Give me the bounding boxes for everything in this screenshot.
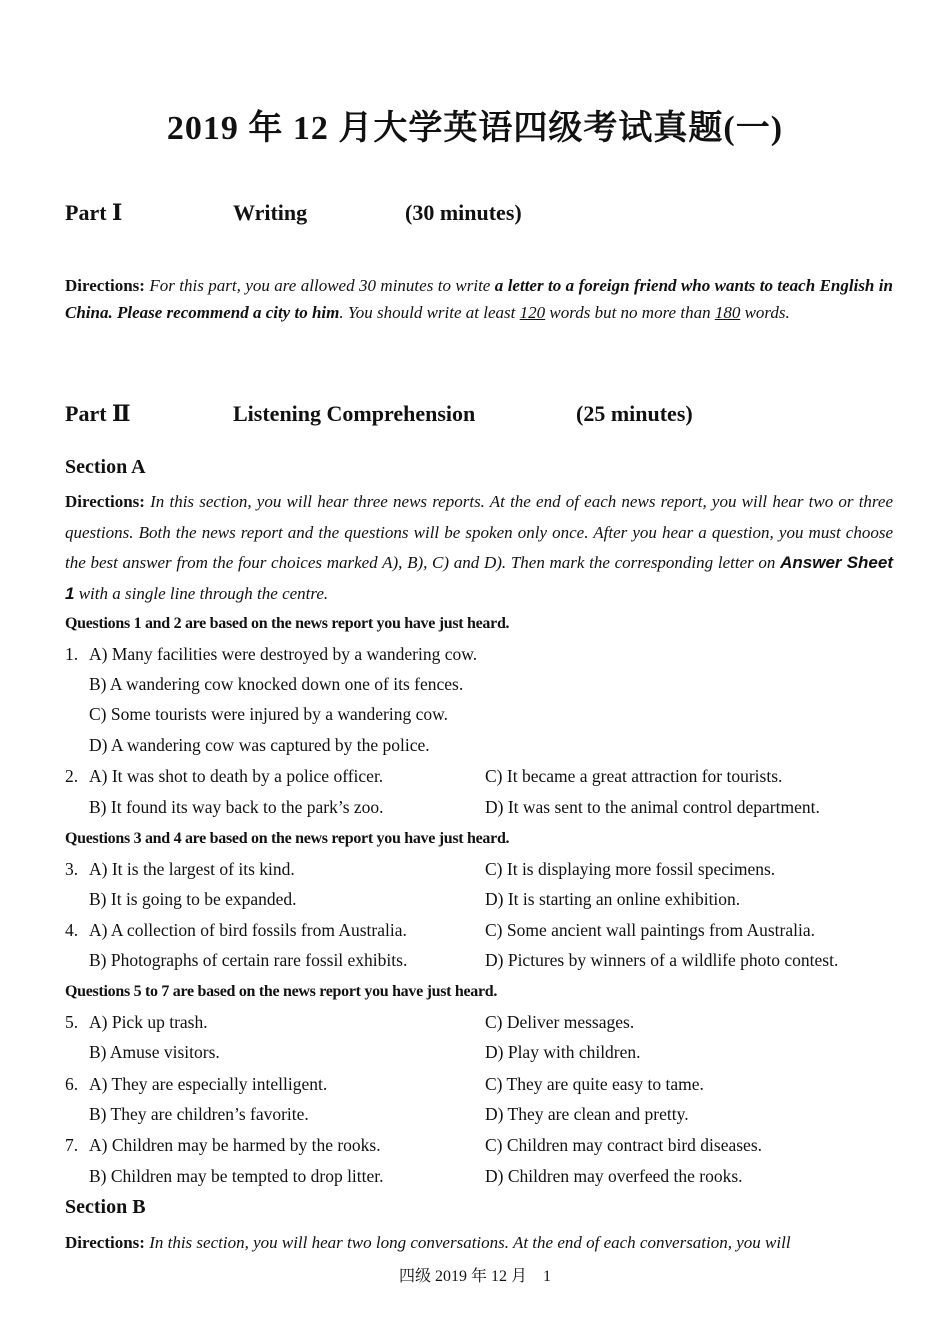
part-1-name: Writing — [233, 200, 308, 225]
option-b: B) It found its way back to the park’s zoo. — [89, 797, 384, 817]
directions-text: In this section, you will hear two long conversations. At the end of each conversation, you will — [144, 1233, 791, 1252]
directions-lead: Directions: — [65, 1233, 145, 1252]
option-b: B) Children may be tempted to drop litter. — [89, 1166, 384, 1186]
part-1-label: Part Ⅰ — [65, 200, 123, 225]
option-a: A) They are especially intelligent. — [89, 1074, 328, 1094]
part-2-name: Listening Comprehension — [233, 401, 476, 426]
option-d: D) It is starting an online exhibition. — [485, 889, 741, 909]
option-b: B) Photographs of certain rare fossil exhibits. — [89, 950, 408, 970]
directions-text: with a single line through the centre. — [74, 583, 329, 603]
question-7-option-row — [0, 1166, 950, 1196]
page-footer: 四级 2019 年 12 月 1 — [398, 1268, 551, 1285]
question-number: 3. — [65, 859, 79, 879]
directions-lead: Directions: — [65, 276, 145, 295]
question-1-option-row — [0, 735, 950, 765]
option-c: C) Children may contract bird diseases. — [485, 1135, 763, 1155]
answer-sheet-label: Answer Sheet 1 — [65, 553, 893, 603]
option-c: C) Deliver messages. — [485, 1012, 635, 1032]
question-1-option-row — [0, 704, 950, 734]
question-number: 7. — [65, 1135, 79, 1155]
option-a: A) Pick up trash. — [89, 1012, 208, 1032]
question-5 — [0, 1012, 950, 1042]
option-c: C) It became a great attraction for tourists. — [485, 766, 783, 786]
option-b: B) It is going to be expanded. — [89, 889, 297, 909]
max-words: 180 — [714, 303, 741, 322]
section-b-directions — [65, 1229, 893, 1256]
writing-task: a letter to a foreign friend who wants to teach English in China. Please recommend a city to him — [65, 276, 893, 322]
option-c: C) They are quite easy to tame. — [485, 1074, 704, 1094]
question-4-option-row — [0, 950, 950, 980]
question-group-heading: Questions 1 and 2 are based on the news report you have just heard. — [65, 615, 510, 632]
option-d: D) A wandering cow was captured by the police. — [89, 735, 430, 755]
question-3-option-row — [0, 889, 950, 919]
part-1-time: (30 minutes) — [405, 200, 522, 225]
question-6 — [0, 1074, 950, 1104]
option-a: A) Many facilities were destroyed by a wandering cow. — [89, 644, 478, 664]
question-number: 5. — [65, 1012, 79, 1032]
question-3 — [0, 859, 950, 889]
option-a: A) Children may be harmed by the rooks. — [89, 1135, 381, 1155]
option-c: C) Some ancient wall paintings from Australia. — [485, 920, 816, 940]
option-d: D) They are clean and pretty. — [485, 1104, 689, 1124]
question-number: 2. — [65, 766, 79, 786]
option-a: A) It was shot to death by a police officer. — [89, 766, 384, 786]
directions-lead: Directions: — [65, 492, 145, 511]
option-a: A) A collection of bird fossils from Australia. — [89, 920, 407, 940]
directions-text: words but no more than — [545, 303, 715, 322]
question-4 — [0, 920, 950, 950]
min-words: 120 — [519, 303, 546, 322]
question-2-option-row — [0, 797, 950, 827]
part-2-time: (25 minutes) — [576, 401, 693, 426]
exam-title: 2019 年 12 月大学英语四级考试真题(一) — [166, 110, 784, 147]
question-1-option-row — [0, 674, 950, 704]
part-2-label: Part Ⅱ — [65, 401, 131, 426]
section-a-directions — [65, 487, 893, 609]
part-1-directions — [65, 272, 893, 326]
option-b: B) Amuse visitors. — [89, 1042, 220, 1062]
directions-text: . You should write at least — [339, 303, 520, 322]
question-2 — [0, 766, 950, 796]
option-d: D) Children may overfeed the rooks. — [485, 1166, 743, 1186]
question-group-heading: Questions 3 and 4 are based on the news report you have just heard. — [65, 830, 510, 847]
question-number: 1. — [65, 644, 79, 664]
question-number: 6. — [65, 1074, 79, 1094]
section-a-title: Section A — [65, 456, 146, 478]
question-1 — [0, 644, 950, 674]
question-5-option-row — [0, 1042, 950, 1072]
question-6-option-row — [0, 1104, 950, 1134]
question-group-heading: Questions 5 to 7 are based on the news report you have just heard. — [65, 983, 498, 1000]
directions-text: For this part, you are allowed 30 minutes to write — [144, 276, 495, 295]
option-d: D) Pictures by winners of a wildlife photo contest. — [485, 950, 839, 970]
option-d: D) Play with children. — [485, 1042, 641, 1062]
question-number: 4. — [65, 920, 79, 940]
option-b: B) A wandering cow knocked down one of its fences. — [89, 674, 464, 694]
directions-text: In this section, you will hear three news reports. At the end of each news report, you will hear two or three questions. Both the news report and the questions will be spoken only once. After you hear a question, you must choose the best answer from the four choices marked A), B), C) and D). Then mark the corresponding letter on — [65, 492, 893, 572]
directions-text: words. — [740, 303, 790, 322]
section-b-title: Section B — [65, 1196, 146, 1218]
option-b: B) They are children’s favorite. — [89, 1104, 309, 1124]
option-a: A) It is the largest of its kind. — [89, 859, 295, 879]
option-d: D) It was sent to the animal control department. — [485, 797, 820, 817]
option-c: C) It is displaying more fossil specimens. — [485, 859, 776, 879]
option-c: C) Some tourists were injured by a wandering cow. — [89, 704, 448, 724]
question-7 — [0, 1135, 950, 1165]
